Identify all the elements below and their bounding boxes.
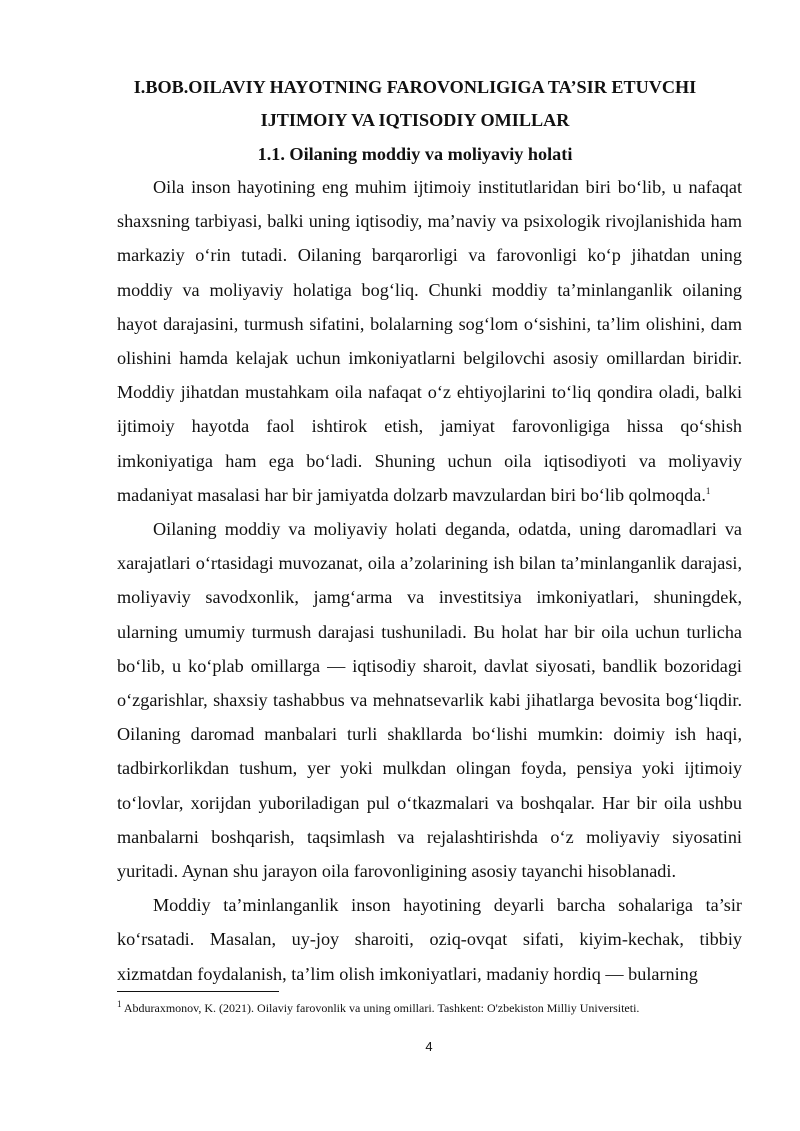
paragraph-3: [117, 888, 742, 991]
page-number: 4: [425, 1039, 433, 1054]
footnote: [117, 1000, 742, 1016]
footnote-reference[interactable]: 1: [705, 485, 711, 496]
chapter-title: [100, 71, 730, 137]
paragraph-1-text: Oila inson hayotining eng muhim ijtimoiy institutlaridan biri bo‘lib, u nafaqat shaxsning tarbiyasi, balki uning iqtisodiy, ma’naviy va psixologik rivojlanishida ham markaziy o‘rin tutadi. Oilaning barqarorligi va farovonligi ko‘p jihatdan uning moddiy va moliyaviy holatiga bog‘liq. Chunki moddiy ta’minlanganlik oilaning hayot darajasini, turmush sifatini, bolalarning sog‘lom o‘sishini, ta’lim olishini, dam olishini hamda kelajak uchun imkoniyatlarni belgilovchi asosiy omillardan biridir. Moddiy jihatdan mustahkam oila nafaqat o‘z ehtiyojlarini to‘liq qondira oladi, balki ijtimoiy hayotda faol ishtirok etish, jamiyat farovonligiga hissa qo‘shish imkoniyatiga ham ega bo‘ladi. Shuning uchun oila iqtisodiyoti va moliyaviy madaniyat masalasi har bir jamiyatda dolzarb mavzulardan biri bo‘lib qolmoqda.: [117, 177, 742, 505]
footnote-divider: [117, 991, 279, 992]
chapter-title-line-1: I.BOB.OILAVIY HAYOTNING FAROVONLIGIGA TA’SIR ETUVCHI: [133, 77, 697, 97]
paragraph-1: [117, 170, 742, 512]
paragraph-3-text: Moddiy ta’minlanganlik inson hayotining deyarli barcha sohalariga ta’sir ko‘rsatadi. Masalan, uy-joy sharoiti, oziq-ovqat sifati, kiyim-kechak, tibbiy xizmatdan foydalanish, ta’lim olish imkoniyatlari, madaniy hordiq — bularning: [117, 895, 742, 984]
footnote-marker: 1: [117, 999, 122, 1009]
section-title: 1.1. Oilaning moddiy va moliyaviy holati: [257, 144, 573, 164]
paragraph-2: [117, 512, 742, 888]
paragraph-2-text: Oilaning moddiy va moliyaviy holati deganda, odatda, uning daromadlari va xarajatlari o‘rtasidagi muvozanat, oila a’zolarining ish bilan ta’minlanganlik darajasi, moliyaviy savodxonlik, jamg‘arma va investitsiya imkoniyatlari, shuningdek, ularning umumiy turmush darajasi tushuniladi. Bu holat har bir oila uchun turlicha bo‘lib, u ko‘plab omillarga — iqtisodiy sharoit, davlat siyosati, bandlik bozoridagi o‘zgarishlar, shaxsiy tashabbus va mehnatsevarlik kabi jihatlarga bevosita bog‘liqdir. Oilaning daromad manbalari turli shakllarda bo‘lishi mumkin: doimiy ish haqi, tadbirkorlikdan tushum, yer yoki mulkdan olingan foyda, pensiya yoki ijtimoiy to‘lovlar, xorijdan yuboriladigan pul o‘tkazmalari va boshqalar. Har bir oila ushbu manbalarni boshqarish, taqsimlash va rejalashtirishda o‘z moliyaviy siyosatini yuritadi. Aynan shu jarayon oila farovonligining asosiy tayanchi hisoblanadi.: [117, 519, 742, 882]
body-text: [117, 170, 742, 991]
chapter-title-line-2: IJTIMOIY VA IQTISODIY OMILLAR: [260, 110, 570, 130]
footnote-text: Abduraxmonov, K. (2021). Oilaviy farovonlik va uning omillari. Tashkent: O'zbekiston Milliy Universiteti.: [121, 1001, 640, 1015]
